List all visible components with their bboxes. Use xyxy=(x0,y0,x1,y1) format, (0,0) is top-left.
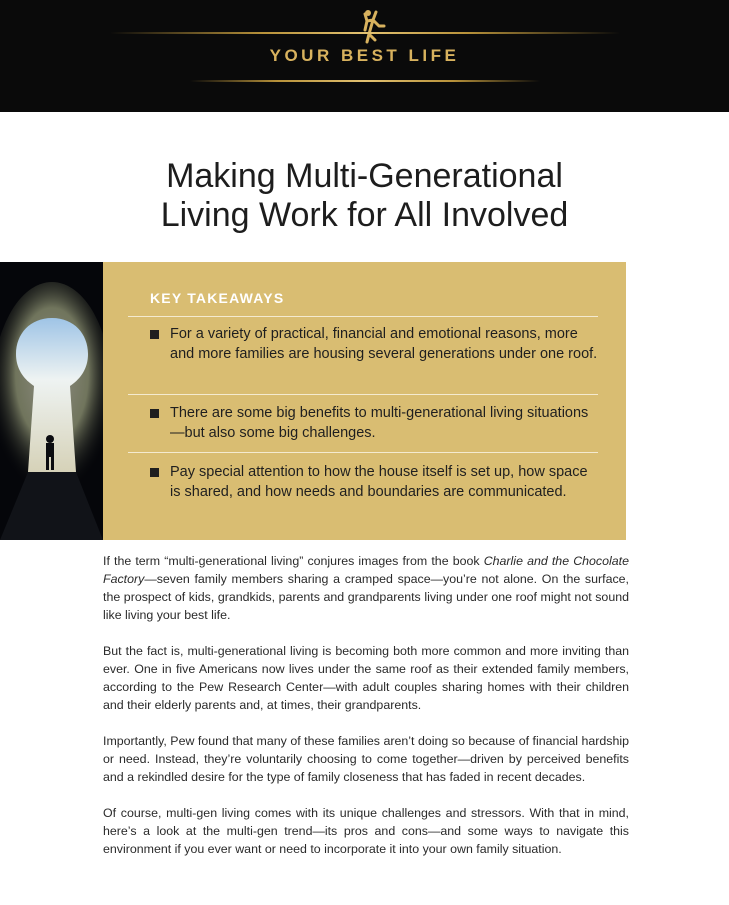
brand-name: YOUR BEST LIFE xyxy=(269,46,460,65)
header-bottom-rule xyxy=(190,80,540,82)
title-line-1: Making Multi-Generational xyxy=(166,157,563,195)
body-paragraph-2: But the fact is, multi-generational living is becoming both more common and more inviting than ever. One in five Americans now lives under the same roof as their extended family members, according to the Pew Research Center—with adult couples sharing homes with their children and their elderly parents and, at times, their grandparents. xyxy=(103,644,629,712)
book-title: Charlie and the Chocolate Factory xyxy=(103,554,629,586)
takeaway-item xyxy=(128,316,598,394)
takeaway-text: Pay special attention to how the house itself is set up, how space is shared, and how needs and boundaries are communicated. xyxy=(170,464,588,500)
body-paragraph-1 xyxy=(103,552,629,624)
square-bullet-icon xyxy=(150,409,159,418)
body-paragraph-3: Importantly, Pew found that many of these families aren’t doing so because of financial hardship or need. Instead, they’re voluntarily choosing to come together—driven by perceived benefits and a rekindled desire for the type of family closeness that has faded in recent decades. xyxy=(103,734,629,784)
square-bullet-icon xyxy=(150,330,159,339)
key-takeaways-list xyxy=(128,316,598,522)
body-paragraph-4: Of course, multi-gen living comes with its unique challenges and stressors. With that in mind, here’s a look at the multi-gen trend—its pros and cons—and some ways to navigate this environment if you ever want or need to incorporate it into your own family situation. xyxy=(103,806,629,856)
takeaway-text: There are some big benefits to multi-generational living situations—but also some big challenges. xyxy=(170,405,589,441)
article-body xyxy=(103,552,629,876)
masthead xyxy=(0,0,729,112)
body-text: —seven family members sharing a cramped space—you’re not alone. On the surface, the prospect of kids, grandkids, parents and grandparents living under one roof might not sound like living your best life. xyxy=(103,572,629,622)
takeaway-item xyxy=(128,394,598,452)
reclining-figure-icon xyxy=(357,8,387,44)
title-line-2: Living Work for All Involved xyxy=(160,196,569,234)
takeaway-item xyxy=(128,452,598,522)
header-top-rule xyxy=(110,32,620,34)
page-title xyxy=(60,157,669,235)
takeaway-text: For a variety of practical, financial and emotional reasons, more and more families are housing several generations under one roof. xyxy=(170,326,598,362)
key-takeaways-box xyxy=(103,262,626,540)
keyhole-silhouette-image xyxy=(0,262,103,540)
square-bullet-icon xyxy=(150,468,159,477)
key-takeaways-heading: KEY TAKEAWAYS xyxy=(150,290,285,306)
body-text: If the term “multi-generational living” conjures images from the book xyxy=(103,554,484,568)
